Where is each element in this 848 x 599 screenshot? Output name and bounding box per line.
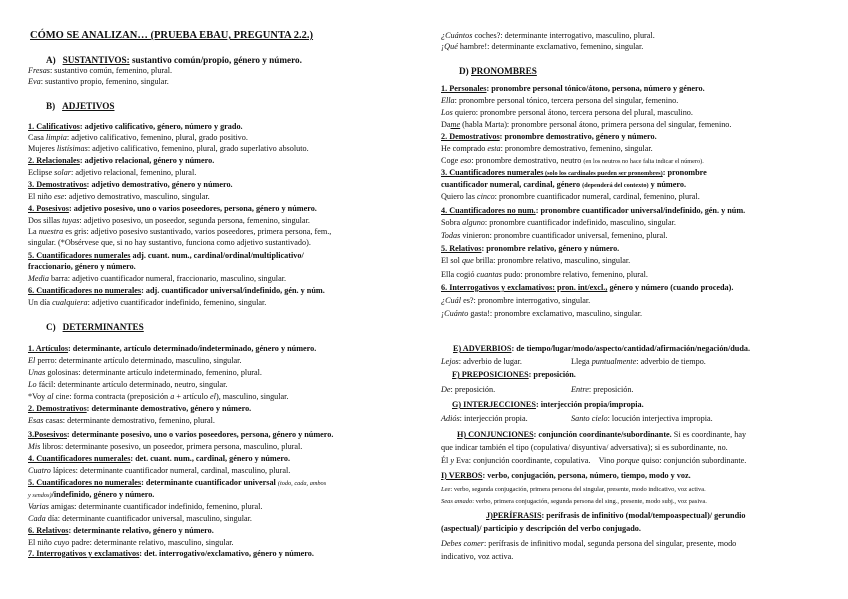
example-line: El niño cuyo padre: determinante relativo, masculino, singular. (28, 538, 234, 547)
rule-line: 4. Cuantificadores numerales: det. cuant. num., cardinal, género y número. (28, 454, 291, 463)
example-line: *Voy al cine: forma contracta (preposición a + artículo el), masculino, singular. (28, 392, 289, 401)
example-line: Entre: preposición. (571, 385, 634, 394)
heading-determinantes: C) DETERMINANTES (46, 322, 144, 332)
rule-line: 4. Cuantificadores no num.: pronombre cuantificador universal/indefinido, gén. y núm. (441, 206, 746, 215)
example-line: Ella: pronombre personal tónico, tercera persona del singular, femenino. (441, 96, 679, 105)
rule-line: 5. Cuantificadores numerales adj. cuant. num., cardinal/ordinal/multiplicativo/ (28, 251, 304, 260)
example-line: Fresas: sustantivo común, femenino, plural. (28, 66, 173, 75)
example-line: El sol que brilla: pronombre relativo, masculino, singular. (441, 256, 631, 265)
rule-line: 4. Posesivos: adjetivo posesivo, uno o varios poseedores, persona, género y número. (28, 204, 317, 213)
rule-line: 5. Relativos: pronombre relativo, género y número. (441, 244, 620, 253)
heading-adverbios: E) ADVERBIOS: de tiempo/lugar/modo/aspecto/cantidad/afirmación/negación/duda. (453, 344, 751, 353)
rule-line: 6. Cuantificadores no numerales: adj. cuantificador universal/indefinido, gén. y núm. (28, 286, 325, 295)
example-line: Varias amigas: determinante cuantificador indefinido, femenino, plural. (28, 502, 263, 511)
rule-line: 2. Demostrativos: pronombre demostrativo, género y número. (441, 132, 657, 141)
rule-line: 3. Cuantificadores numerales (solo los cardinales pueden ser pronombres): pronombre (441, 168, 707, 177)
example-line: Sobra alguno: pronombre cuantificador indefinido, masculino, singular. (441, 218, 676, 227)
example-line: Lejos: adverbio de lugar. (441, 357, 522, 366)
page-title: CÓMO SE ANALIZAN… (PRUEBA EBAU, PREGUNTA 2.2.) (30, 30, 314, 41)
heading-perifrasis: J)PERÍFRASIS: perífrasis de infinitivo (modal/tempoaspectual)/ gerundio (486, 511, 746, 520)
rule-line: 1. Personales: pronombre personal tónico/átono, persona, número y género. (441, 84, 705, 93)
rule-line: 6. Relativos: determinante relativo, género y número. (28, 526, 214, 535)
example-line: Mujeres listísimas: adjetivo calificativo, femenino, plural, grado superlativo absoluto. (28, 144, 309, 153)
example-line: Llega puntualmente: adverbio de tiempo. (571, 357, 706, 366)
example-line: Cada día: determinante cuantificador universal, masculino, singular. (28, 514, 252, 523)
example-line: Lee: verbo, segunda conjugación, primera persona del singular, presente, modo indicativo, voz activa. (441, 486, 706, 493)
example-line: Los quiero: pronombre personal átono, tercera persona del plural, masculino. (441, 108, 693, 117)
rule-line: 1. Artículos: determinante, artículo determinado/indeterminado, género y número. (28, 344, 317, 353)
example-line: He comprado esta: pronombre demostrativo, femenino, singular. (441, 144, 653, 153)
example-line: Dame (habla Marta): pronombre personal átono, primera persona del singular, femenino. (441, 120, 732, 129)
example-line: singular. (*Obsérvese que, si no hay sustantivo, funciona como adjetivo sustantivado). (28, 238, 311, 247)
heading-pronombres: D) PRONOMBRES (459, 66, 537, 76)
example-line: Esas casas: determinante demostrativo, femenino, plural. (28, 416, 215, 425)
heading-conjunciones: H) CONJUNCIONES: conjunción coordinante/subordinante. Si es coordinante, hay (457, 430, 747, 439)
example-line: Seas amado: verbo, primera conjugación, segunda persona del sing., presente, modo subj., voz pasiva. (441, 498, 707, 505)
rule-line: 2. Demostrativos: determinante demostrativo, género y número. (28, 404, 252, 413)
example-line: Unas golosinas: determinante artículo indeterminado, femenino, plural. (28, 368, 262, 377)
heading-verbos: I) VERBOS: verbo, conjugación, persona, número, tiempo, modo y voz. (441, 471, 691, 480)
example-line: Lo fácil: determinante artículo determinado, neutro, singular. (28, 380, 228, 389)
heading-preposiciones: F) PREPOSICIONES: preposición. (452, 370, 576, 379)
example-line: ¿Cuántos coches?: determinante interrogativo, masculino, plural. (441, 31, 655, 40)
rule-line: 3. Demostrativos: adjetivo demostrativo, género y número. (28, 180, 233, 189)
example-line: De: preposición. (441, 385, 496, 394)
rule-line: cuantificador numeral, cardinal, género (dependerá del contexto) y número. (441, 180, 687, 189)
rule-line: 1. Calificativos: adjetivo calificativo, género, número y grado. (28, 122, 243, 131)
heading-interjecciones: G) INTERJECCIONES: interjección propia/impropia. (452, 400, 644, 409)
text-line: que indicar también el tipo (copulativa/ disyuntiva/ adversativa); si es subordinante, no. (441, 443, 728, 452)
example-line: El niño ese: adjetivo demostrativo, masculino, singular. (28, 192, 210, 201)
example-line: Debes comer: perífrasis de infinitivo modal, segunda persona del singular, presente, modo (441, 539, 737, 548)
example-line: La nuestra es gris: adjetivo posesivo sustantivado, varios poseedores, primera persona, fem., (28, 227, 332, 236)
heading-sustantivos: A) SUSTANTIVOS: sustantivo común/propio, género y número. (46, 55, 302, 65)
example-line: El perro: determinante artículo determinado, masculino, singular. (28, 356, 242, 365)
rule-line: fraccionario, género y número. (28, 262, 136, 271)
heading-adjetivos: B) ADJETIVOS (46, 101, 115, 111)
rule-line: 2. Relacionales: adjetivo relacional, género y número. (28, 156, 215, 165)
text-line: (aspectual)/ participio y descripción del verbo conjugado. (441, 524, 641, 533)
example-line: Casa limpia: adjetivo calificativo, femenino, plural, grado positivo. (28, 133, 248, 142)
rule-line: 6. Interrogativos y exclamativos: pron. int/excl., género y número (cuando proceda). (441, 283, 734, 292)
rule-line: 7. Interrogativos y exclamativos: det. interrogativo/exclamativo, género y número. (28, 549, 314, 558)
example-line: ¡Qué hambre!: determinante exclamativo, femenino, singular. (441, 42, 644, 51)
example-line: Mis libros: determinante posesivo, un poseedor, primera persona, masculino, plural. (28, 442, 303, 451)
example-line: Todas vinieron: pronombre cuantificador universal, femenino, plural. (441, 231, 668, 240)
example-line: Santo cielo: locución interjectiva impropia. (571, 414, 713, 423)
example-line: Un día cualquiera: adjetivo cuantificador indefinido, femenino, singular. (28, 298, 267, 307)
example-line: indicativo, voz activa. (441, 552, 514, 561)
example-line: ¿Cuál es?: pronombre interrogativo, singular. (441, 296, 591, 305)
rule-line: 3.Posesivos: determinante posesivo, uno o varios poseedores, persona, género y número. (28, 430, 334, 439)
example-line: Ella cogió cuantas pudo: pronombre relativo, femenino, plural. (441, 270, 648, 279)
example-line: Coge eso: pronombre demostrativo, neutro (en los neutros no hace falta indicar el número). (441, 156, 704, 165)
example-line: Quiero las cinco: pronombre cuantificador numeral, cardinal, femenino, plural. (441, 192, 700, 201)
example-line: Eclipse solar: adjetivo relacional, femenino, plural. (28, 168, 197, 177)
rule-line: y sendos)/indefinido, género y número. (28, 490, 155, 499)
example-line: Él y Eva: conjunción coordinante, copulativa. Vino porque quiso: conjunción subordinante. (441, 456, 747, 465)
example-line: Dos sillas tuyas: adjetivo posesivo, un poseedor, segunda persona, femenino, singular. (28, 216, 310, 225)
example-line: Media barra: adjetivo cuantificador numeral, fraccionario, masculino, singular. (28, 274, 287, 283)
rule-line: 5. Cuantificadores no numerales: determinante cuantificador universal (todo, cada, ambos (28, 478, 327, 487)
example-line: Cuatro lápices: determinante cuantificador numeral, cardinal, masculino, plural. (28, 466, 291, 475)
example-line: Eva: sustantivo propio, femenino, singular. (28, 77, 169, 86)
example-line: Adiós: interjección propia. (441, 414, 528, 423)
example-line: ¡Cuánto gasta!: pronombre exclamativo, masculino, singular. (441, 309, 643, 318)
